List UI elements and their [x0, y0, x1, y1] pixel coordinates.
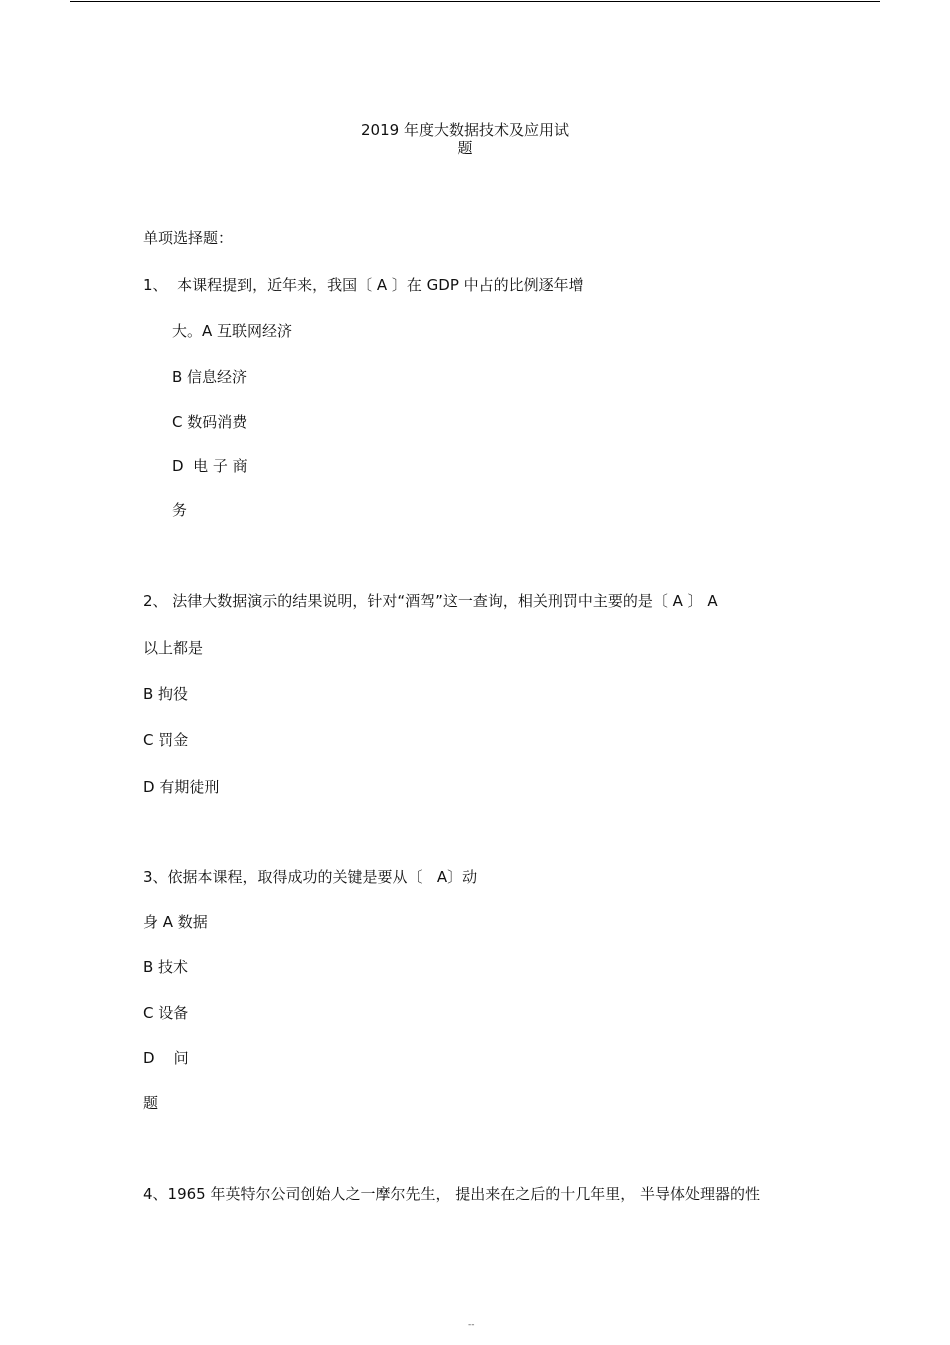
question-4-text: 4、1965 年英特尔公司创始人之一摩尔先生， 提出来在之后的十几年里， 半导体处理器的性: [143, 1185, 761, 1203]
question-1-option-d: D 电 子 商: [172, 457, 248, 475]
question-3-option-d: D 问: [143, 1049, 189, 1067]
question-1-option-d-cont: 务: [172, 501, 188, 519]
section-heading: 单项选择题：: [143, 229, 234, 247]
page-footer: --: [468, 1320, 475, 1330]
question-1-option-c: C 数码消费: [172, 413, 248, 431]
question-3-option-d-cont: 题: [143, 1094, 159, 1112]
question-1-option-b: B 信息经济: [172, 368, 248, 386]
question-3-option-b: B 技术: [143, 958, 189, 976]
top-rule: [70, 1, 880, 2]
question-3-text: 3、依据本课程，取得成功的关键是要从〔 A〕动: [143, 868, 478, 886]
question-3-option-a: 身 A 数据: [143, 913, 208, 931]
question-3-option-c: C 设备: [143, 1004, 189, 1022]
question-1-option-a: 大。A 互联网经济: [172, 322, 293, 340]
question-1-text: 1、 本课程提到，近年来，我国〔 A 〕在 GDP 中占的比例逐年增: [143, 276, 584, 294]
question-2-option-d: D 有期徒刑: [143, 778, 220, 796]
document-title-line1: 2019 年度大数据技术及应用试: [361, 121, 569, 139]
question-2-option-a: 以上都是: [143, 639, 204, 657]
question-2-text: 2、 法律大数据演示的结果说明，针对“酒驾”这一查询，相关刑罚中主要的是〔 A 〕 A: [143, 592, 718, 610]
question-2-option-b: B 拘役: [143, 685, 189, 703]
question-2-option-c: C 罚金: [143, 731, 189, 749]
document-title-line2: 题: [457, 139, 473, 157]
